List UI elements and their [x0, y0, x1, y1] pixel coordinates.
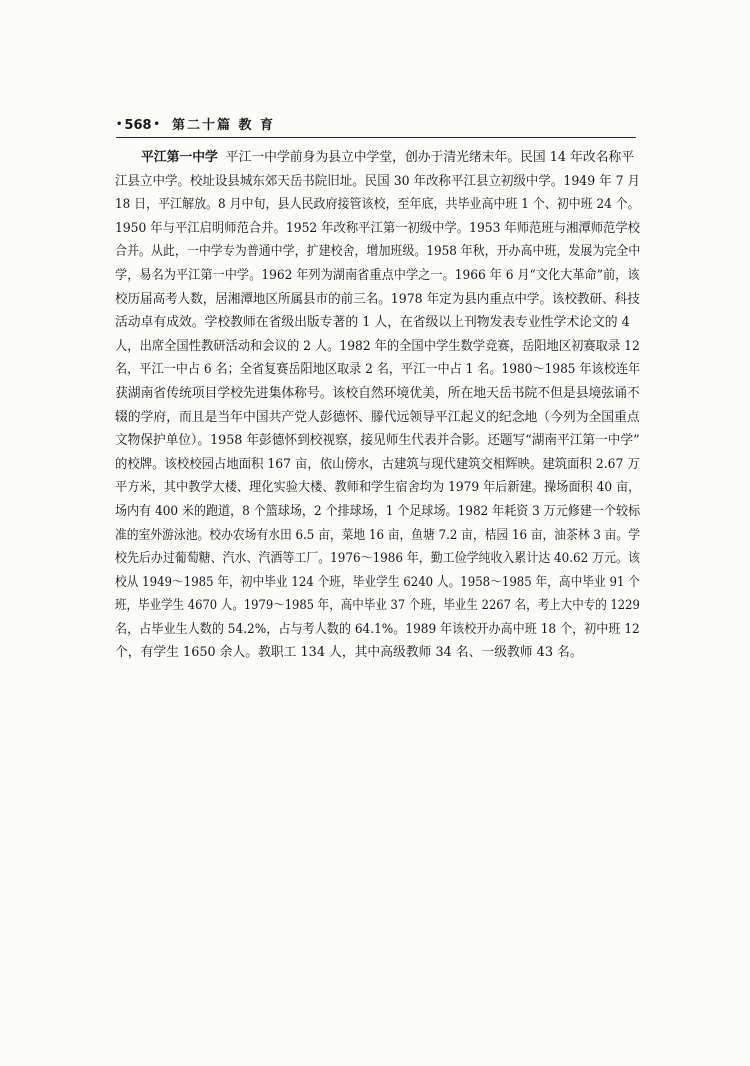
text-line: 校从 1949～1985 年，初中毕业 124 个班，毕业学生 6240 人。1958～1985 年，高中毕业 91 个: [115, 574, 640, 590]
text-line: 校历届高考人数，居湘潭地区所属县市的前三名。1978 年定为县内重点中学。该校教研、科技: [115, 291, 640, 307]
running-header: [116, 115, 636, 135]
text-line: 18 日，平江解放。8 月中旬，县人民政府接管该校，至年底，共毕业高中班 1 个、初中班 24 个。: [115, 197, 640, 213]
text-line: 名，占毕业生人数的 54.2%，占与考人数的 64.1%。1989 年该校开办高中班 18 个，初中班 12: [115, 621, 640, 637]
text-line: 准的室外游泳池。校办农场有水田 6.5 亩，菜地 16 亩，鱼塘 7.2 亩，桔园 16 亩，油茶林 3 亩。学: [115, 527, 641, 543]
text-line: 人，出席全国性教研活动和会议的 2 人。1982 年的全国中学生数学竞赛，岳阳地区初赛取录 12: [115, 338, 640, 354]
article-heading: 平江第一中学: [141, 150, 218, 165]
section-title: 第二十篇 教 育: [171, 117, 276, 133]
text-line: 场内有 400 米的跑道，8 个篮球场，2 个排球场，1 个足球场。1982 年耗资 3 万元修建一个较标: [115, 503, 641, 519]
text-line: 学，易名为平江第一中学。1962 年列为湖南省重点中学之一。1966 年 6 月“文化大革命”前，该: [115, 267, 640, 283]
text-line: 获湖南省传统项目学校先进集体称号。该校自然环境优美，所在地天岳书院不但是县境弦诵不: [115, 385, 640, 401]
text-line: 平方米，其中教学大楼、理化实验大楼、教师和学生宿舍均为 1979 年后新建。操场面积 40 亩，: [115, 480, 641, 496]
header-dot-left: •: [116, 119, 123, 130]
text-line: [115, 146, 640, 170]
text-line: 名，平江一中占 6 名；全省复赛岳阳地区取录 2 名，平江一中占 1 名。1980～1985 年该校连年: [115, 362, 641, 378]
text-line: 江县立中学。校址设县城东郊天岳书院旧址。民国 30 年改称平江县立初级中学。1949 年 7 月: [115, 173, 641, 189]
text-line: 文物保护单位）。1958 年彭德怀到校视察，接见师生代表并合影。还题写“湖南平江第一中学”: [115, 433, 640, 449]
text-line: 班，毕业学生 4670 人。1979～1985 年，高中毕业 37 个班，毕业生 2267 名，考上大中专的 1229: [115, 598, 640, 614]
text-line: 个，有学生 1650 余人。教职工 134 人，其中高级教师 34 名、一级教师 43 名。: [115, 645, 583, 661]
article-body: [115, 146, 640, 665]
text-line: 1950 年与平江启明师范合并。1952 年改称平江第一初级中学。1953 年师范班与湘潭师范学校: [115, 220, 640, 236]
page-number: 568: [124, 117, 152, 133]
text-line-content: 平江一中学前身为县立中学堂，创办于清光绪末年。民国 14 年改名称平: [225, 150, 635, 165]
header-rule: [116, 137, 636, 138]
text-line: 合并。从此，一中学专为普通中学，扩建校舍，增加班级。1958 年秋，开办高中班，发展为完全中: [115, 244, 641, 260]
text-line: 校先后办过葡萄糖、汽水、汽酒等工厂。1976～1986 年，勤工俭学纯收入累计达 40.62 万元。该: [115, 551, 640, 567]
header-dot-right: •: [153, 119, 160, 130]
text-line: 活动卓有成效。学校教师在省级出版专著的 1 人，在省级以上刊物发表专业性学术论文的 4: [115, 315, 630, 331]
text-line: 的校牌。该校校园占地面积 167 亩，依山傍水，古建筑与现代建筑交相辉映。建筑面积 2.67 万: [115, 456, 640, 472]
text-line: 辍的学府，而且是当年中国共产党人彭德怀、滕代远领导平江起义的纪念地（今列为全国重点: [115, 409, 640, 425]
